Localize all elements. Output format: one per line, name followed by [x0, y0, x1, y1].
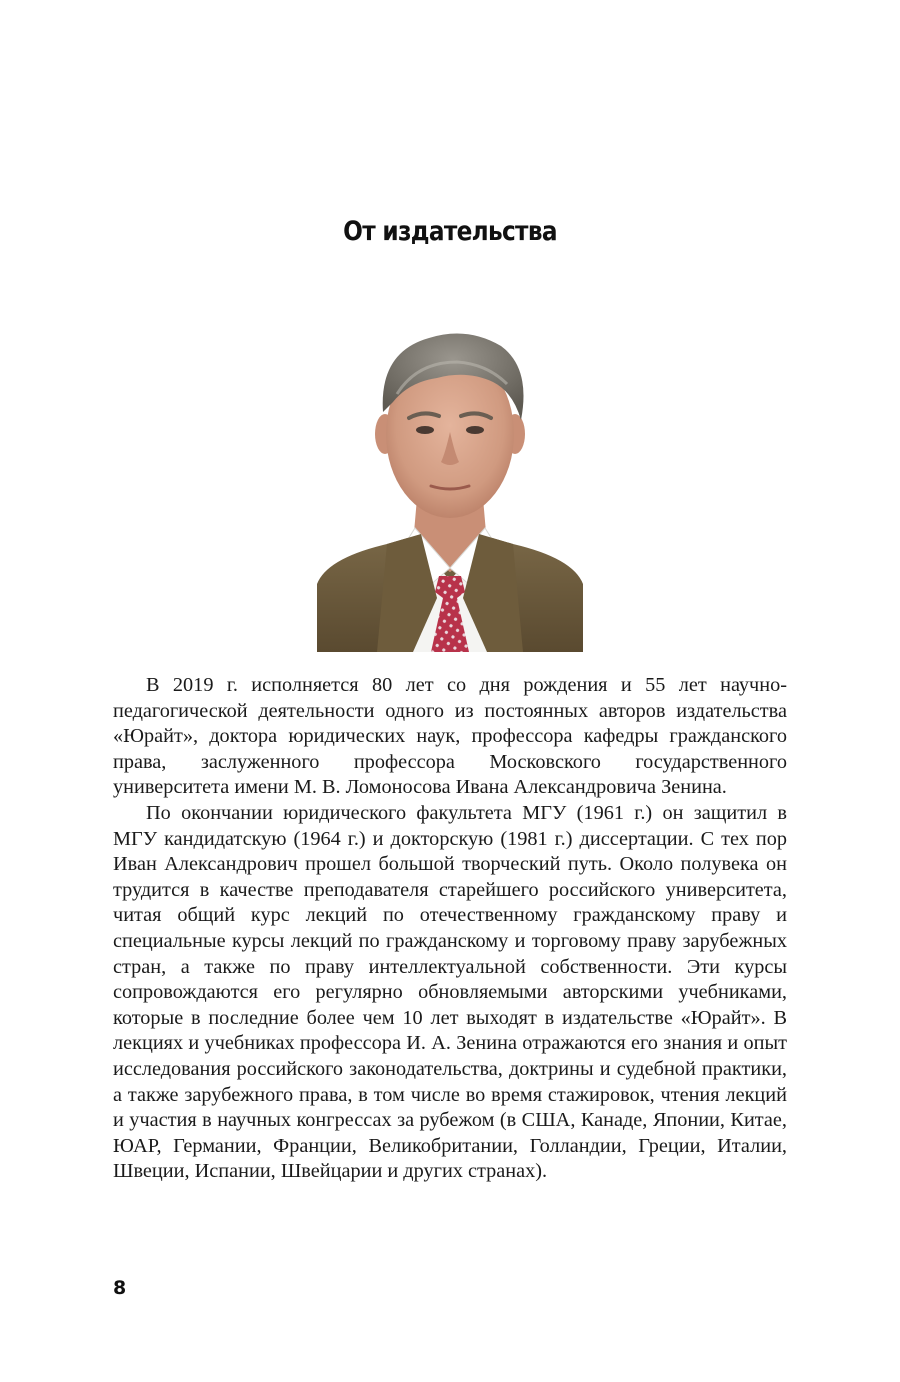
author-portrait — [317, 322, 583, 652]
paragraph-career: По окончании юридического факультета МГУ (1961 г.) он защитил в МГУ кандидатскую (1964 г.) и докторскую (1981 г.) диссертации. С тех пор Иван Александрович прошел большой творческий путь. Около полувека он трудится в качестве преподавателя старейшего российского университета, читая общий курс лекций по отечественному гражданскому праву и специальные курсы лекций по гражданскому и торговому праву зарубежных стран, а также по праву интеллектуальной собственности. Эти курсы сопровождаются его регулярно обновляемыми авторскими учебниками, которые в последние более чем 10 лет выходят в издательстве «Юрайт». В лекциях и учебниках профессора И. А. Зенина отражаются его знания и опыт исследования российского законодательства, доктрины и судебной практики, а также зарубежного права, в том числе во время стажировок, чтения лекций и участия в научных конгрессах за рубежом (в США, Канаде, Японии, Китае, ЮАР, Германии, Франции, Великобритании, Голландии, Греции, Италии, Швеции, Испании, Швейцарии и других странах). — [113, 801, 787, 1183]
body-text — [113, 673, 787, 1185]
paragraph-intro: В 2019 г. исполняется 80 лет со дня рождения и 55 лет научно-педагогической деятельности одного из постоянных авторов издательства «Юрайт», доктора юридических наук, профессора кафедры гражданского права, заслуженного профессора Московского государственного университета имени М. В. Ломоносова Ивана Александровича Зенина. — [113, 674, 787, 799]
page-title: От издательства — [343, 216, 557, 247]
page-number: 8 — [113, 1277, 127, 1299]
portrait-photo — [317, 322, 583, 652]
